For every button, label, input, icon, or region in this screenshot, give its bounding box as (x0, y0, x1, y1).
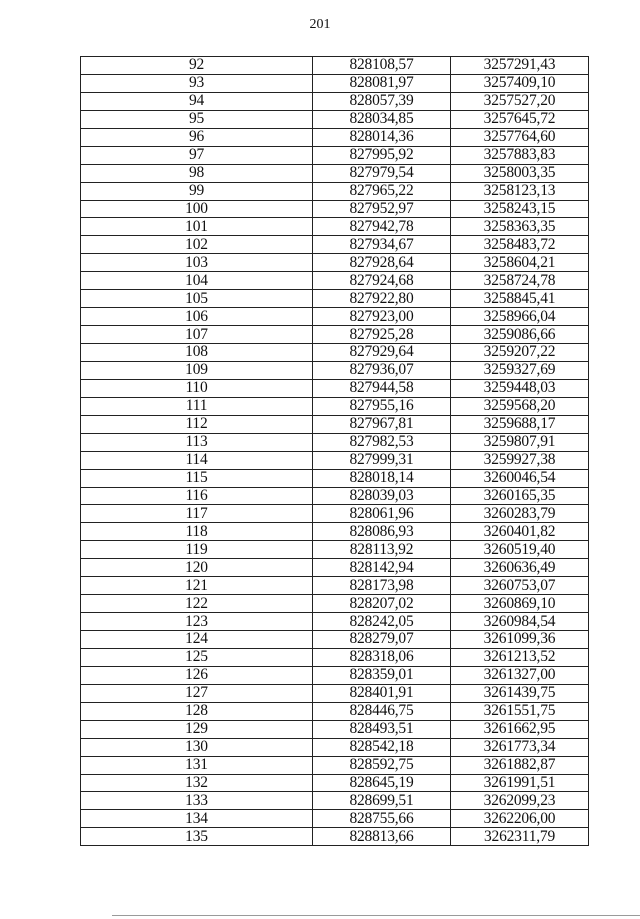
point-number-cell: 100 (81, 200, 313, 218)
point-number-cell: 129 (81, 720, 313, 738)
point-number-cell: 116 (81, 487, 313, 505)
y-coordinate-cell: 3262099,23 (451, 792, 589, 810)
point-number-cell: 122 (81, 595, 313, 613)
point-number-cell: 119 (81, 541, 313, 559)
point-number-cell: 99 (81, 182, 313, 200)
point-number-cell: 104 (81, 272, 313, 290)
x-coordinate-cell: 828108,57 (313, 57, 451, 75)
y-coordinate-cell: 3257764,60 (451, 128, 589, 146)
table-row (81, 756, 589, 774)
y-coordinate-cell: 3261099,36 (451, 631, 589, 649)
x-coordinate-cell: 828542,18 (313, 738, 451, 756)
y-coordinate-cell: 3259688,17 (451, 415, 589, 433)
point-number-cell: 92 (81, 57, 313, 75)
point-number-cell: 110 (81, 379, 313, 397)
point-number-cell: 105 (81, 290, 313, 308)
table-body (81, 57, 589, 846)
point-number-cell: 131 (81, 756, 313, 774)
x-coordinate-cell: 827999,31 (313, 451, 451, 469)
table-row (81, 74, 589, 92)
point-number-cell: 98 (81, 164, 313, 182)
point-number-cell: 114 (81, 451, 313, 469)
table-row (81, 110, 589, 128)
point-number-cell: 123 (81, 613, 313, 631)
x-coordinate-cell: 828057,39 (313, 92, 451, 110)
table-row (81, 451, 589, 469)
y-coordinate-cell: 3260753,07 (451, 577, 589, 595)
point-number-cell: 113 (81, 433, 313, 451)
point-number-cell: 112 (81, 415, 313, 433)
y-coordinate-cell: 3257883,83 (451, 146, 589, 164)
table-row (81, 433, 589, 451)
point-number-cell: 102 (81, 236, 313, 254)
point-number-cell: 127 (81, 684, 313, 702)
x-coordinate-cell: 828359,01 (313, 666, 451, 684)
table-row (81, 128, 589, 146)
point-number-cell: 111 (81, 397, 313, 415)
y-coordinate-cell: 3261551,75 (451, 702, 589, 720)
point-number-cell: 94 (81, 92, 313, 110)
point-number-cell: 121 (81, 577, 313, 595)
y-coordinate-cell: 3259207,22 (451, 344, 589, 362)
point-number-cell: 106 (81, 308, 313, 326)
table-row (81, 146, 589, 164)
y-coordinate-cell: 3258966,04 (451, 308, 589, 326)
point-number-cell: 107 (81, 326, 313, 344)
y-coordinate-cell: 3259327,69 (451, 361, 589, 379)
y-coordinate-cell: 3258845,41 (451, 290, 589, 308)
x-coordinate-cell: 827934,67 (313, 236, 451, 254)
y-coordinate-cell: 3260519,40 (451, 541, 589, 559)
table-row (81, 200, 589, 218)
x-coordinate-cell: 827955,16 (313, 397, 451, 415)
y-coordinate-cell: 3261882,87 (451, 756, 589, 774)
table-row (81, 523, 589, 541)
y-coordinate-cell: 3258123,13 (451, 182, 589, 200)
table-row (81, 379, 589, 397)
point-number-cell: 118 (81, 523, 313, 541)
table-row (81, 290, 589, 308)
point-number-cell: 97 (81, 146, 313, 164)
y-coordinate-cell: 3261439,75 (451, 684, 589, 702)
table-row (81, 164, 589, 182)
y-coordinate-cell: 3260165,35 (451, 487, 589, 505)
point-number-cell: 134 (81, 810, 313, 828)
y-coordinate-cell: 3258483,72 (451, 236, 589, 254)
y-coordinate-cell: 3260636,49 (451, 559, 589, 577)
x-coordinate-cell: 828699,51 (313, 792, 451, 810)
x-coordinate-cell: 828173,98 (313, 577, 451, 595)
y-coordinate-cell: 3260869,10 (451, 595, 589, 613)
y-coordinate-cell: 3257527,20 (451, 92, 589, 110)
point-number-cell: 115 (81, 469, 313, 487)
x-coordinate-cell: 828493,51 (313, 720, 451, 738)
y-coordinate-cell: 3259568,20 (451, 397, 589, 415)
x-coordinate-cell: 827979,54 (313, 164, 451, 182)
y-coordinate-cell: 3258243,15 (451, 200, 589, 218)
x-coordinate-cell: 828645,19 (313, 774, 451, 792)
table-row (81, 469, 589, 487)
table-row (81, 218, 589, 236)
y-coordinate-cell: 3259086,66 (451, 326, 589, 344)
y-coordinate-cell: 3261213,52 (451, 648, 589, 666)
point-number-cell: 126 (81, 666, 313, 684)
x-coordinate-cell: 828401,91 (313, 684, 451, 702)
x-coordinate-cell: 827923,00 (313, 308, 451, 326)
table-row (81, 541, 589, 559)
x-coordinate-cell: 828061,96 (313, 505, 451, 523)
table-row (81, 57, 589, 75)
table-row (81, 702, 589, 720)
y-coordinate-cell: 3260401,82 (451, 523, 589, 541)
table-row (81, 810, 589, 828)
y-coordinate-cell: 3259807,91 (451, 433, 589, 451)
table-row (81, 559, 589, 577)
table-row (81, 774, 589, 792)
table-row (81, 254, 589, 272)
x-coordinate-cell: 828446,75 (313, 702, 451, 720)
y-coordinate-cell: 3260283,79 (451, 505, 589, 523)
point-number-cell: 125 (81, 648, 313, 666)
point-number-cell: 120 (81, 559, 313, 577)
table-row (81, 648, 589, 666)
x-coordinate-cell: 828113,92 (313, 541, 451, 559)
x-coordinate-cell: 827928,64 (313, 254, 451, 272)
x-coordinate-cell: 828318,06 (313, 648, 451, 666)
point-number-cell: 109 (81, 361, 313, 379)
table-row (81, 236, 589, 254)
x-coordinate-cell: 827995,92 (313, 146, 451, 164)
table-row (81, 272, 589, 290)
point-number-cell: 135 (81, 828, 313, 846)
y-coordinate-cell: 3257409,10 (451, 74, 589, 92)
table-row (81, 326, 589, 344)
x-coordinate-cell: 827929,64 (313, 344, 451, 362)
table-row (81, 720, 589, 738)
bottom-scan-edge (112, 915, 640, 916)
y-coordinate-cell: 3260984,54 (451, 613, 589, 631)
x-coordinate-cell: 827965,22 (313, 182, 451, 200)
y-coordinate-cell: 3257645,72 (451, 110, 589, 128)
y-coordinate-cell: 3258604,21 (451, 254, 589, 272)
x-coordinate-cell: 828279,07 (313, 631, 451, 649)
y-coordinate-cell: 3258003,35 (451, 164, 589, 182)
point-number-cell: 93 (81, 74, 313, 92)
x-coordinate-cell: 828081,97 (313, 74, 451, 92)
page-number: 201 (309, 17, 331, 32)
x-coordinate-cell: 827924,68 (313, 272, 451, 290)
x-coordinate-cell: 827952,97 (313, 200, 451, 218)
y-coordinate-cell: 3259448,03 (451, 379, 589, 397)
point-number-cell: 117 (81, 505, 313, 523)
y-coordinate-cell: 3262311,79 (451, 828, 589, 846)
table-row (81, 415, 589, 433)
table-row (81, 631, 589, 649)
table-row (81, 684, 589, 702)
y-coordinate-cell: 3258724,78 (451, 272, 589, 290)
x-coordinate-cell: 827936,07 (313, 361, 451, 379)
x-coordinate-cell: 828034,85 (313, 110, 451, 128)
point-number-cell: 101 (81, 218, 313, 236)
x-coordinate-cell: 828592,75 (313, 756, 451, 774)
y-coordinate-cell: 3257291,43 (451, 57, 589, 75)
y-coordinate-cell: 3261991,51 (451, 774, 589, 792)
y-coordinate-cell: 3258363,35 (451, 218, 589, 236)
point-number-cell: 132 (81, 774, 313, 792)
x-coordinate-cell: 828086,93 (313, 523, 451, 541)
table-row (81, 505, 589, 523)
table-row (81, 397, 589, 415)
x-coordinate-cell: 828039,03 (313, 487, 451, 505)
table-row (81, 666, 589, 684)
coordinates-table (80, 56, 589, 846)
x-coordinate-cell: 827922,80 (313, 290, 451, 308)
x-coordinate-cell: 827967,81 (313, 415, 451, 433)
table-row (81, 792, 589, 810)
point-number-cell: 108 (81, 344, 313, 362)
point-number-cell: 103 (81, 254, 313, 272)
x-coordinate-cell: 827982,53 (313, 433, 451, 451)
table-row (81, 344, 589, 362)
table-row (81, 613, 589, 631)
y-coordinate-cell: 3261662,95 (451, 720, 589, 738)
x-coordinate-cell: 828142,94 (313, 559, 451, 577)
x-coordinate-cell: 828813,66 (313, 828, 451, 846)
point-number-cell: 133 (81, 792, 313, 810)
table-row (81, 182, 589, 200)
point-number-cell: 96 (81, 128, 313, 146)
x-coordinate-cell: 828207,02 (313, 595, 451, 613)
table-row (81, 595, 589, 613)
table-row (81, 828, 589, 846)
table-row (81, 487, 589, 505)
x-coordinate-cell: 827925,28 (313, 326, 451, 344)
table-row (81, 361, 589, 379)
y-coordinate-cell: 3261327,00 (451, 666, 589, 684)
x-coordinate-cell: 828755,66 (313, 810, 451, 828)
x-coordinate-cell: 828014,36 (313, 128, 451, 146)
point-number-cell: 124 (81, 631, 313, 649)
x-coordinate-cell: 827942,78 (313, 218, 451, 236)
x-coordinate-cell: 828242,05 (313, 613, 451, 631)
point-number-cell: 130 (81, 738, 313, 756)
x-coordinate-cell: 827944,58 (313, 379, 451, 397)
table-row (81, 738, 589, 756)
y-coordinate-cell: 3260046,54 (451, 469, 589, 487)
table-row (81, 92, 589, 110)
y-coordinate-cell: 3259927,38 (451, 451, 589, 469)
y-coordinate-cell: 3262206,00 (451, 810, 589, 828)
point-number-cell: 128 (81, 702, 313, 720)
table-row (81, 308, 589, 326)
y-coordinate-cell: 3261773,34 (451, 738, 589, 756)
table-row (81, 577, 589, 595)
point-number-cell: 95 (81, 110, 313, 128)
x-coordinate-cell: 828018,14 (313, 469, 451, 487)
